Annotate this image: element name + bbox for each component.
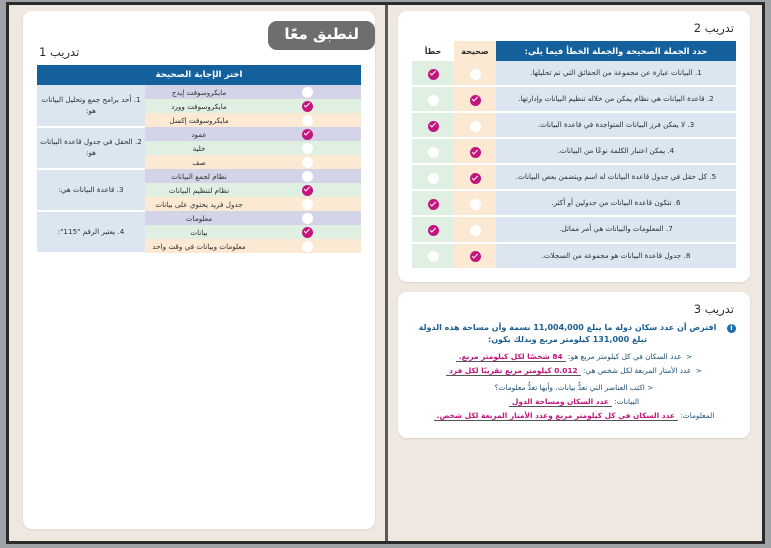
multiple-choice-header-label: اختر الإجابة الصحيحة [37, 65, 361, 85]
exercise-3-answers [412, 396, 736, 422]
answer-true-cell[interactable] [454, 216, 496, 242]
radio-empty-icon[interactable] [302, 241, 313, 252]
answer-true-cell[interactable] [454, 86, 496, 112]
left-page [9, 5, 385, 541]
option-text: معلومات وبيانات في وقت واحد [145, 239, 253, 253]
question-prompt: 4. يعتبر الرقم "115": [37, 211, 145, 253]
fill-in-line [412, 351, 736, 363]
column-header-false: خطأ [412, 41, 454, 61]
multiple-choice-table-header [37, 65, 361, 85]
answer-label: البيانات: [611, 396, 640, 406]
fill-in-answer[interactable]: 0.012 كيلومتر مربع تقريبًا لكل فرد [446, 366, 581, 376]
option-radio-cell[interactable] [253, 141, 361, 155]
fill-in-answer[interactable]: 84 شخصًا لكل كيلومتر مربع. [456, 352, 566, 362]
option-radio-cell[interactable] [253, 225, 361, 239]
answer-value[interactable]: عدد السكان ومساحة الدول [509, 397, 612, 407]
option-radio-cell[interactable] [253, 99, 361, 113]
exercise-3-prompt [412, 322, 736, 348]
option-radio-cell[interactable] [253, 127, 361, 141]
exercise-3-label: تدريب 3 [693, 301, 734, 316]
answer-false-cell[interactable] [412, 112, 454, 138]
radio-empty-icon[interactable] [470, 69, 481, 80]
radio-empty-icon[interactable] [428, 147, 439, 158]
option-radio-cell[interactable] [253, 169, 361, 183]
option-text: نظام لجمع البيانات [145, 169, 253, 183]
option-text: معلومات [145, 211, 253, 225]
statement-text: 7. المعلومات والبيانات هي أمر مماثل. [496, 216, 736, 242]
statement-text: 8. جدول قاعدة البيانات هو مجموعة من السجلات. [496, 243, 736, 269]
table-row [412, 243, 736, 269]
answer-row [412, 410, 736, 422]
exercise-3-card [398, 292, 750, 439]
true-false-table-body [412, 61, 736, 269]
question-prompt: 1. أحد برامج جمع وتحليل البيانات هو: [37, 85, 145, 127]
radio-empty-icon[interactable] [302, 213, 313, 224]
radio-checked-icon[interactable] [302, 227, 313, 238]
bullet-arrow-icon: < [683, 352, 693, 362]
option-radio-cell[interactable] [253, 197, 361, 211]
apply-together-tab-label: لنطبق معًا [268, 21, 375, 50]
table-row [412, 86, 736, 112]
question-prompt: 3. قاعدة البيانات هي: [37, 169, 145, 211]
radio-empty-icon[interactable] [302, 157, 313, 168]
option-text: صف [145, 155, 253, 169]
radio-checked-icon[interactable] [428, 69, 439, 80]
radio-empty-icon[interactable] [302, 199, 313, 210]
table-row [412, 138, 736, 164]
fill-in-line [412, 365, 736, 377]
radio-checked-icon[interactable] [470, 95, 481, 106]
table-row [412, 216, 736, 242]
info-icon: i [727, 324, 736, 333]
exercise-3-fill-lines [412, 351, 736, 377]
radio-checked-icon[interactable] [428, 121, 439, 132]
book-spread [9, 5, 762, 541]
answer-false-cell[interactable] [412, 243, 454, 269]
answer-value[interactable]: عدد السكان في كل كيلومتر مربع وعدد الأمتار المربعة لكل شخص. [434, 411, 678, 421]
radio-checked-icon[interactable] [428, 225, 439, 236]
answer-row [412, 396, 736, 408]
radio-empty-icon[interactable] [302, 115, 313, 126]
radio-empty-icon[interactable] [470, 121, 481, 132]
exercise-2-card [398, 11, 750, 282]
multiple-choice-table-body [37, 85, 361, 253]
answer-true-cell[interactable] [454, 190, 496, 216]
answer-false-cell[interactable] [412, 61, 454, 86]
answer-true-cell[interactable] [454, 138, 496, 164]
answer-false-cell[interactable] [412, 216, 454, 242]
exercise-1-card [23, 11, 375, 529]
exercise-3-question: < اكتب العناصر التي تعدُّ بيانات. وأيها تعدُّ معلومات؟ [494, 382, 654, 392]
radio-checked-icon[interactable] [302, 101, 313, 112]
true-false-table [412, 41, 736, 270]
table-row [412, 190, 736, 216]
radio-checked-icon[interactable] [302, 185, 313, 196]
option-radio-cell[interactable] [253, 183, 361, 197]
statement-text: 5. كل حقل في جدول قاعدة البيانات له اسم ويتضمن بعض البيانات. [496, 164, 736, 190]
radio-checked-icon[interactable] [428, 199, 439, 210]
radio-checked-icon[interactable] [470, 173, 481, 184]
statement-text: 2. قاعدة البيانات هي نظام يمكن من خلاله تنظيم البيانات وإدارتها. [496, 86, 736, 112]
exercise-1-label: تدريب 1 [39, 45, 80, 59]
option-radio-cell[interactable] [253, 211, 361, 225]
fill-in-label: عدد السكان في كل كيلومتر مربع هو: [565, 352, 682, 362]
radio-empty-icon[interactable] [470, 199, 481, 210]
option-text: نظام لتنظيم البيانات [145, 183, 253, 197]
radio-empty-icon[interactable] [470, 225, 481, 236]
table-row [37, 211, 361, 225]
answer-false-cell[interactable] [412, 190, 454, 216]
answer-true-cell[interactable] [454, 61, 496, 86]
table-row [412, 112, 736, 138]
table-row [412, 61, 736, 86]
table-row [37, 127, 361, 141]
statement-text: 3. لا يمكن فرز البيانات المتواجدة في قاعدة البيانات. [496, 112, 736, 138]
right-page [388, 5, 762, 541]
option-text: عمود [145, 127, 253, 141]
table-row [412, 164, 736, 190]
screen-frame [6, 2, 765, 544]
radio-empty-icon[interactable] [428, 95, 439, 106]
option-text: مايكروسوفت إكسل [145, 113, 253, 127]
option-text: مايكروسوفت إيدج [145, 85, 253, 99]
bullet-arrow-icon: < [693, 366, 702, 376]
multiple-choice-table [37, 65, 361, 254]
statement-column-header: حدد الجملة الصحيحة والجملة الخطأ فيما يلي: [496, 41, 736, 61]
option-radio-cell[interactable] [253, 239, 361, 253]
option-text: خلية [145, 141, 253, 155]
statement-text: 4. يمكن اعتبار الكلمة نوعًا من البيانات. [496, 138, 736, 164]
radio-empty-icon[interactable] [428, 173, 439, 184]
radio-checked-icon[interactable] [302, 129, 313, 140]
option-text: مايكروسوفت وورد [145, 99, 253, 113]
answer-false-cell[interactable] [412, 86, 454, 112]
table-row [37, 169, 361, 183]
option-radio-cell[interactable] [253, 85, 361, 99]
option-text: بيانات [145, 225, 253, 239]
question-prompt: 2. الحقل في جدول قاعدة البيانات هو: [37, 127, 145, 169]
exercise-3-prompt-text: افترض أن عدد سكان دولة ما يبلغ 11,004,000 نسمة وأن مساحة هذه الدولة تبلغ 131,000 كيلومتر مربع وبذلك يكون: [418, 322, 717, 345]
option-radio-cell[interactable] [253, 113, 361, 127]
option-text: جدول فريد يحتوي على بيانات [145, 197, 253, 211]
answer-false-cell[interactable] [412, 138, 454, 164]
answer-label: المعلومات: [677, 411, 715, 421]
exercise-2-label: تدريب 2 [693, 21, 734, 35]
answer-true-cell[interactable] [454, 243, 496, 269]
option-radio-cell[interactable] [253, 155, 361, 169]
radio-empty-icon[interactable] [428, 251, 439, 262]
fill-in-label: عدد الأمتار المربعة لكل شخص هي: [580, 366, 692, 376]
column-header-true: صحيحة [454, 41, 496, 61]
true-false-table-header [412, 41, 736, 61]
answer-true-cell[interactable] [454, 112, 496, 138]
exercise-3-body [412, 322, 736, 423]
radio-empty-icon[interactable] [302, 171, 313, 182]
statement-text: 1. البيانات عبارة عن مجموعة من الحقائق التي تم تحليلها. [496, 61, 736, 86]
table-row [37, 85, 361, 99]
radio-empty-icon[interactable] [302, 87, 313, 98]
statement-text: 6. تتكون قاعدة البيانات من جدولين أو أكثر. [496, 190, 736, 216]
radio-checked-icon[interactable] [470, 147, 481, 158]
radio-empty-icon[interactable] [302, 143, 313, 154]
answer-true-cell[interactable] [454, 164, 496, 190]
radio-checked-icon[interactable] [470, 251, 481, 262]
answer-false-cell[interactable] [412, 164, 454, 190]
